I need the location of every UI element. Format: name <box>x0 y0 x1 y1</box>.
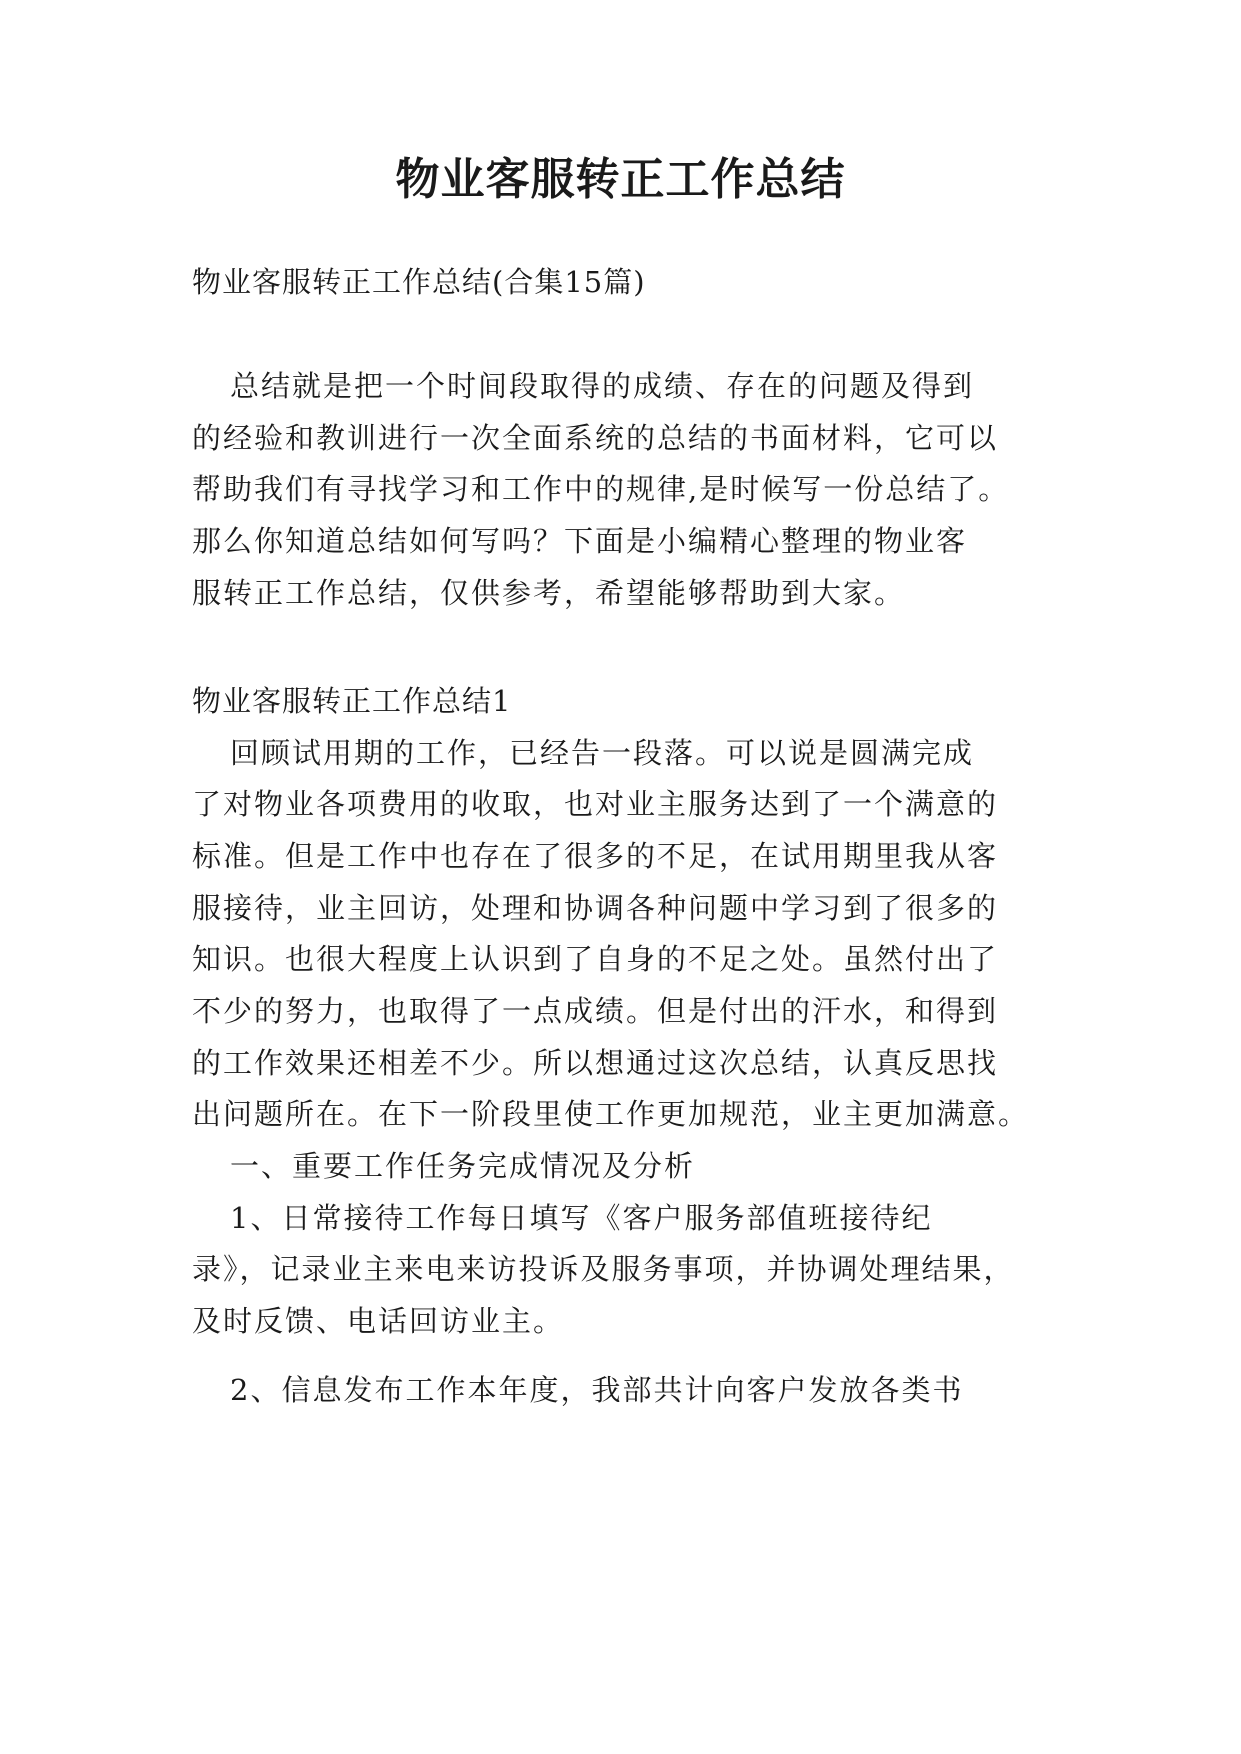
paragraph-line: 回顾试用期的工作，已经告一段落。可以说是圆满完成 <box>230 736 975 770</box>
paragraph-line: 的工作效果还相差不少。所以想通过这次总结，认真反思找 <box>192 1046 999 1080</box>
paragraph-line: 的经验和教训进行一次全面系统的总结的书面材料，它可以 <box>192 421 999 455</box>
paragraph-line: 标准。但是工作中也存在了很多的不足，在试用期里我从客 <box>192 839 999 873</box>
paragraph-line: 总结就是把一个时间段取得的成绩、存在的问题及得到 <box>230 369 975 403</box>
document-subtitle: 物业客服转正工作总结(合集15篇) <box>192 265 646 299</box>
paragraph-line: 及时反馈、电话回访业主。 <box>192 1304 565 1338</box>
paragraph-line: 那么你知道总结如何写吗？下面是小编精心整理的物业客 <box>192 524 968 558</box>
paragraph-line: 出问题所在。在下一阶段里使工作更加规范，业主更加满意。 <box>192 1097 1030 1131</box>
item-heading: 一、重要工作任务完成情况及分析 <box>230 1149 696 1183</box>
paragraph-line: 知识。也很大程度上认识到了自身的不足之处。虽然付出了 <box>192 942 999 976</box>
paragraph-line: 了对物业各项费用的收取，也对业主服务达到了一个满意的 <box>192 787 999 821</box>
section-heading: 物业客服转正工作总结1 <box>192 684 512 718</box>
paragraph-line: 服转正工作总结，仅供参考，希望能够帮助到大家。 <box>192 576 906 610</box>
paragraph-line: 不少的努力，也取得了一点成绩。但是付出的汗水，和得到 <box>192 994 999 1028</box>
paragraph-line: 1、日常接待工作每日填写《客户服务部值班接待纪 <box>230 1201 933 1235</box>
paragraph-line: 服接待，业主回访，处理和协调各种问题中学习到了很多的 <box>192 891 999 925</box>
paragraph-line: 录》，记录业主来电来访投诉及服务事项，并协调处理结果， <box>192 1252 1015 1286</box>
paragraph-line: 帮助我们有寻找学习和工作中的规律,是时候写一份总结了。 <box>192 472 1010 506</box>
paragraph-line: 2、信息发布工作本年度，我部共计向客户发放各类书 <box>230 1373 964 1407</box>
document-title: 物业客服转正工作总结 <box>395 154 846 205</box>
